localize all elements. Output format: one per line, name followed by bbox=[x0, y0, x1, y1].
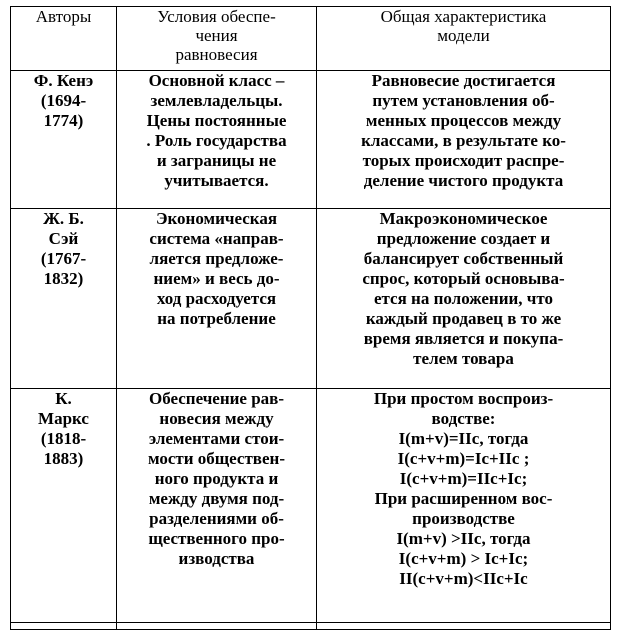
characteristic-line: I(c+v+m)=Ic+IIc ; bbox=[397, 449, 530, 468]
author-line: Ф. Кенэ bbox=[33, 71, 94, 90]
characteristic-line: I(c+v+m)=IIc+Ic; bbox=[399, 469, 528, 488]
conditions-line: изводства bbox=[178, 549, 255, 568]
characteristic-line: Макроэкономическое bbox=[379, 209, 548, 228]
characteristic-line: II(c+v+m)<IIc+Ic bbox=[399, 569, 528, 588]
header-row bbox=[11, 7, 611, 71]
author-line: 1883) bbox=[43, 449, 84, 468]
conditions-line: ляется предложе- bbox=[149, 249, 284, 268]
table-row-empty bbox=[11, 623, 611, 630]
author-line: 1774) bbox=[43, 111, 84, 130]
header-authors bbox=[11, 7, 117, 71]
cell-characteristic bbox=[317, 389, 611, 623]
characteristic-line: телем товара bbox=[413, 349, 514, 368]
characteristic-line: балансирует собственный bbox=[363, 249, 564, 268]
characteristic-line: деление чистого продукта bbox=[363, 171, 564, 190]
conditions-line: . Роль государства bbox=[146, 131, 287, 150]
conditions-line: и заграницы не bbox=[156, 151, 277, 170]
conditions-line: на потребление bbox=[157, 309, 276, 328]
author-line: Сэй bbox=[48, 229, 79, 248]
cell-empty bbox=[317, 623, 611, 630]
cell-author bbox=[11, 71, 117, 209]
conditions-line: Обеспечение рав- bbox=[148, 389, 285, 408]
characteristic-line: I(m+v) >IIc, тогда bbox=[396, 529, 531, 548]
characteristic-line: При расширенном вос- bbox=[374, 489, 553, 508]
characteristic-line: менных процессов между bbox=[365, 111, 562, 130]
table-row bbox=[11, 209, 611, 389]
header-characteristic bbox=[317, 7, 611, 71]
characteristic-line: каждый продавец в то же bbox=[365, 309, 562, 328]
characteristic-line: время является и покупа- bbox=[363, 329, 564, 348]
conditions-line: между двумя под- bbox=[148, 489, 285, 508]
conditions-line: Экономическая bbox=[155, 209, 278, 228]
conditions-line: Основной класс – bbox=[148, 71, 285, 90]
table-row bbox=[11, 389, 611, 623]
header-conditions-line: Условия обеспе- bbox=[157, 7, 276, 26]
table-row bbox=[11, 71, 611, 209]
header-characteristic-line: модели bbox=[437, 26, 490, 45]
characteristic-line: ется на положении, что bbox=[373, 289, 554, 308]
characteristic-line: Равновесие достигается bbox=[371, 71, 556, 90]
cell-empty bbox=[117, 623, 317, 630]
characteristic-line: классами, в результате ко- bbox=[361, 131, 566, 150]
author-line: Маркс bbox=[38, 409, 89, 428]
cell-author bbox=[11, 389, 117, 623]
characteristic-line: производстве bbox=[412, 509, 515, 528]
characteristic-line: I(m+v)=IIc, тогда bbox=[398, 429, 529, 448]
author-line: 1832) bbox=[43, 269, 84, 288]
characteristic-line: водстве: bbox=[431, 409, 496, 428]
conditions-line: щественного про- bbox=[148, 529, 285, 548]
characteristic-line: торых происходит распре- bbox=[362, 151, 565, 170]
conditions-line: система «направ- bbox=[149, 229, 284, 248]
characteristic-line: предложение создает и bbox=[376, 229, 551, 248]
characteristic-line: путем установления об- bbox=[372, 91, 555, 110]
conditions-line: нием» и весь до- bbox=[153, 269, 280, 288]
cell-conditions bbox=[117, 71, 317, 209]
header-authors-line: Авторы bbox=[35, 7, 92, 26]
author-line: К. bbox=[55, 389, 72, 408]
cell-characteristic bbox=[317, 71, 611, 209]
header-conditions bbox=[117, 7, 317, 71]
conditions-line: мости обществен- bbox=[148, 449, 285, 468]
author-line: Ж. Б. bbox=[43, 209, 84, 228]
characteristic-line: спрос, который основыва- bbox=[362, 269, 565, 288]
author-line: (1694- bbox=[40, 91, 87, 110]
cell-conditions bbox=[117, 209, 317, 389]
conditions-line: элементами стои- bbox=[148, 429, 285, 448]
header-conditions-line: равновесия bbox=[175, 45, 258, 64]
conditions-line: Цены постоянные bbox=[146, 111, 287, 130]
author-line: (1767- bbox=[40, 249, 87, 268]
header-conditions-line: чения bbox=[195, 26, 238, 45]
conditions-line: ход расходуется bbox=[156, 289, 277, 308]
cell-characteristic bbox=[317, 209, 611, 389]
characteristic-line: При простом воспроиз- bbox=[373, 389, 554, 408]
cell-author bbox=[11, 209, 117, 389]
conditions-line: землевладельцы. bbox=[150, 91, 283, 110]
conditions-line: разделениями об- bbox=[149, 509, 284, 528]
cell-conditions bbox=[117, 389, 317, 623]
header-characteristic-line: Общая характеристика bbox=[380, 7, 547, 26]
conditions-line: новесия между bbox=[159, 409, 274, 428]
cell-empty bbox=[11, 623, 117, 630]
conditions-line: ного продукта и bbox=[154, 469, 279, 488]
author-line: (1818- bbox=[40, 429, 87, 448]
equilibrium-models-table bbox=[10, 6, 611, 630]
characteristic-line: I(c+v+m) > Ic+Ic; bbox=[398, 549, 529, 568]
conditions-line: учитывается. bbox=[164, 171, 269, 190]
